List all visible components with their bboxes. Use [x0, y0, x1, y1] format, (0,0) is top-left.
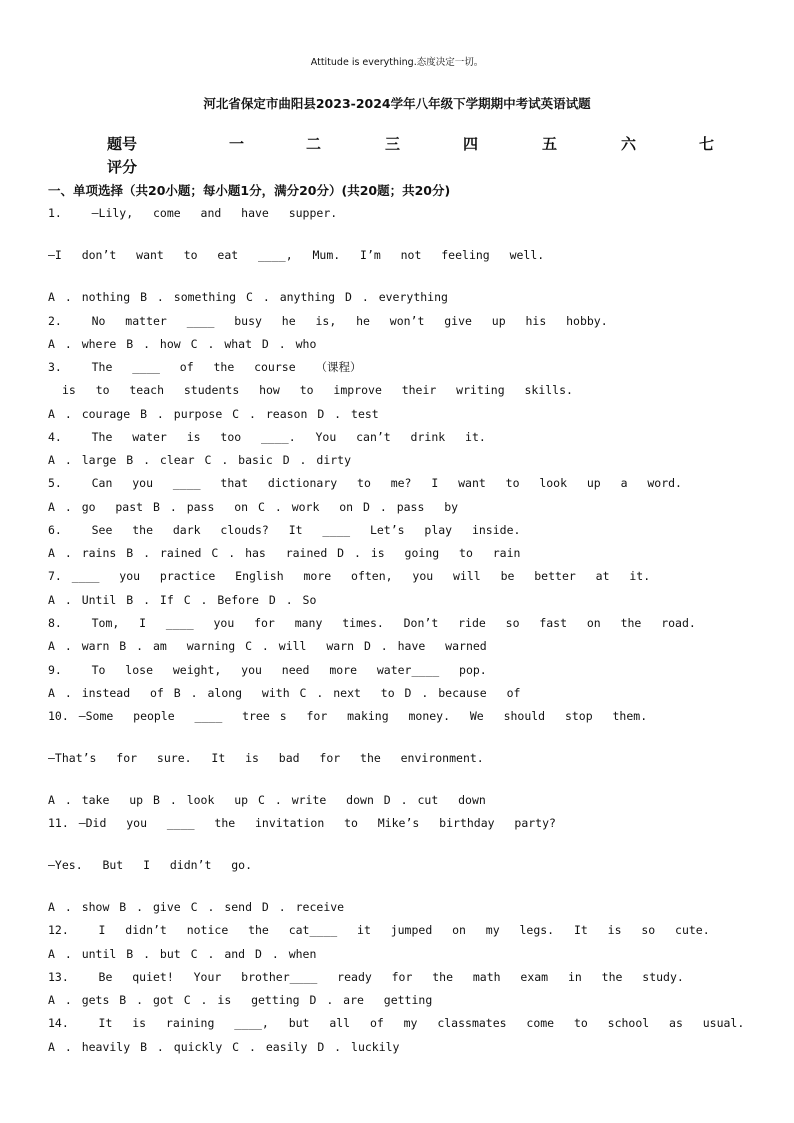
label-question-number: 题号 — [107, 135, 138, 153]
col-1: 一 — [229, 135, 245, 153]
answer-options: A . gets B . got C . is getting D . are getting — [48, 993, 433, 1007]
col-3: 三 — [385, 135, 401, 153]
question-line: 1. —Lily, come and have supper. — [48, 206, 338, 220]
score-table — [107, 133, 727, 177]
answer-options: A . nothing B . something C . anything D . everything — [48, 290, 448, 304]
question-line: 10. —Some people ____ tree s for making money. We should stop them. — [48, 709, 648, 723]
question-line: is to teach students how to improve their writing skills. — [62, 383, 573, 397]
answer-options: A . where B . how C . what D . who — [48, 337, 317, 351]
question-line: 12. I didn’t notice the cat____ it jumped on my legs. It is so cute. — [48, 923, 710, 937]
question-line: 5. Can you ____ that dictionary to me? I want to look up a word. — [48, 476, 682, 490]
question-line: 3. The ____ of the course （课程） — [48, 360, 362, 374]
answer-options: A . large B . clear C . basic D . dirty — [48, 453, 352, 467]
question-line: 7. ____ you practice English more often, you will be better at it. — [48, 569, 651, 583]
answer-options: A . instead of B . along with C . next to D . because of — [48, 686, 521, 700]
question-line: 4. The water is too ____. You can’t drink it. — [48, 430, 486, 444]
answer-options: A . courage B . purpose C . reason D . test — [48, 407, 379, 421]
col-2: 二 — [306, 135, 322, 153]
question-line: —I don’t want to eat ____, Mum. I’m not feeling well. — [48, 248, 545, 262]
answer-options: A . go past B . pass on C . work on D . pass by — [48, 500, 459, 514]
answer-options: A . show B . give C . send D . receive — [48, 900, 345, 914]
section-heading: 一、单项选择（共20小题；每小题1分，满分20分）(共20题；共20分) — [48, 183, 451, 198]
answer-options: A . take up B . look up C . write down D . cut down — [48, 793, 486, 807]
question-line: —That’s for sure. It is bad for the environment. — [48, 751, 484, 765]
question-line: 13. Be quiet! Your brother____ ready for the math exam in the study. — [48, 970, 684, 984]
question-line: 6. See the dark clouds? It ____ Let’s play inside. — [48, 523, 521, 537]
label-score: 评分 — [107, 158, 138, 176]
question-line: 11. —Did you ____ the invitation to Mike’s birthday party? — [48, 816, 556, 830]
col-6: 六 — [621, 135, 637, 153]
question-line: —Yes. But I didn’t go. — [48, 858, 253, 872]
col-7: 七 — [699, 135, 715, 153]
answer-options: A . Until B . If C . Before D . So — [48, 593, 317, 607]
answer-options: A . heavily B . quickly C . easily D . luckily — [48, 1040, 400, 1054]
question-line: 9. To lose weight, you need more water____ pop. — [48, 663, 487, 677]
answer-options: A . warn B . am warning C . will warn D . have warned — [48, 639, 487, 653]
question-line: 8. Tom, I ____ you for many times. Don’t ride so fast on the road. — [48, 616, 696, 630]
answer-options: A . rains B . rained C . has rained D . is going to rain — [48, 546, 521, 560]
question-line: 2. No matter ____ busy he is, he won’t give up his hobby. — [48, 314, 608, 328]
col-4: 四 — [463, 135, 479, 153]
question-line: 14. It is raining ____, but all of my classmates come to school as usual. — [48, 1016, 745, 1030]
col-5: 五 — [542, 135, 558, 153]
answer-options: A . until B . but C . and D . when — [48, 947, 317, 961]
motto-header: Attitude is everything.态度决定一切。 — [310, 57, 484, 68]
exam-title: 河北省保定市曲阳县2023-2024学年八年级下学期期中考试英语试题 — [203, 96, 591, 111]
